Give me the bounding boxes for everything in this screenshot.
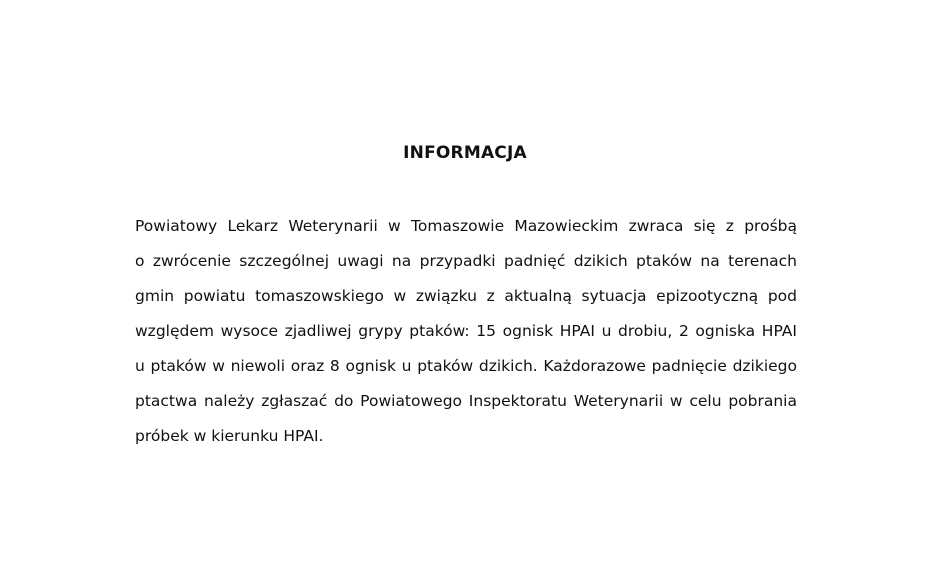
body-line: Powiatowy Lekarz Weterynarii w Tomaszowie Mazowieckim zwraca się z prośbą bbox=[135, 217, 797, 235]
body-line-last: próbek w kierunku HPAI. bbox=[135, 427, 324, 445]
document-title: INFORMACJA bbox=[403, 143, 527, 163]
body-line: gmin powiatu tomaszowskiego w związku z aktualną sytuacja epizootyczną pod bbox=[135, 287, 797, 305]
body-line: o zwrócenie szczególnej uwagi na przypadki padnięć dzikich ptaków na terenach bbox=[135, 252, 797, 270]
document-body bbox=[135, 212, 797, 457]
body-line: u ptaków w niewoli oraz 8 ognisk u ptaków dzikich. Każdorazowe padnięcie dzikiego bbox=[135, 357, 797, 375]
body-line: względem wysoce zjadliwej grypy ptaków: 15 ognisk HPAI u drobiu, 2 ogniska HPAI bbox=[135, 322, 797, 340]
body-line: ptactwa należy zgłaszać do Powiatowego Inspektoratu Weterynarii w celu pobrania bbox=[135, 392, 797, 410]
